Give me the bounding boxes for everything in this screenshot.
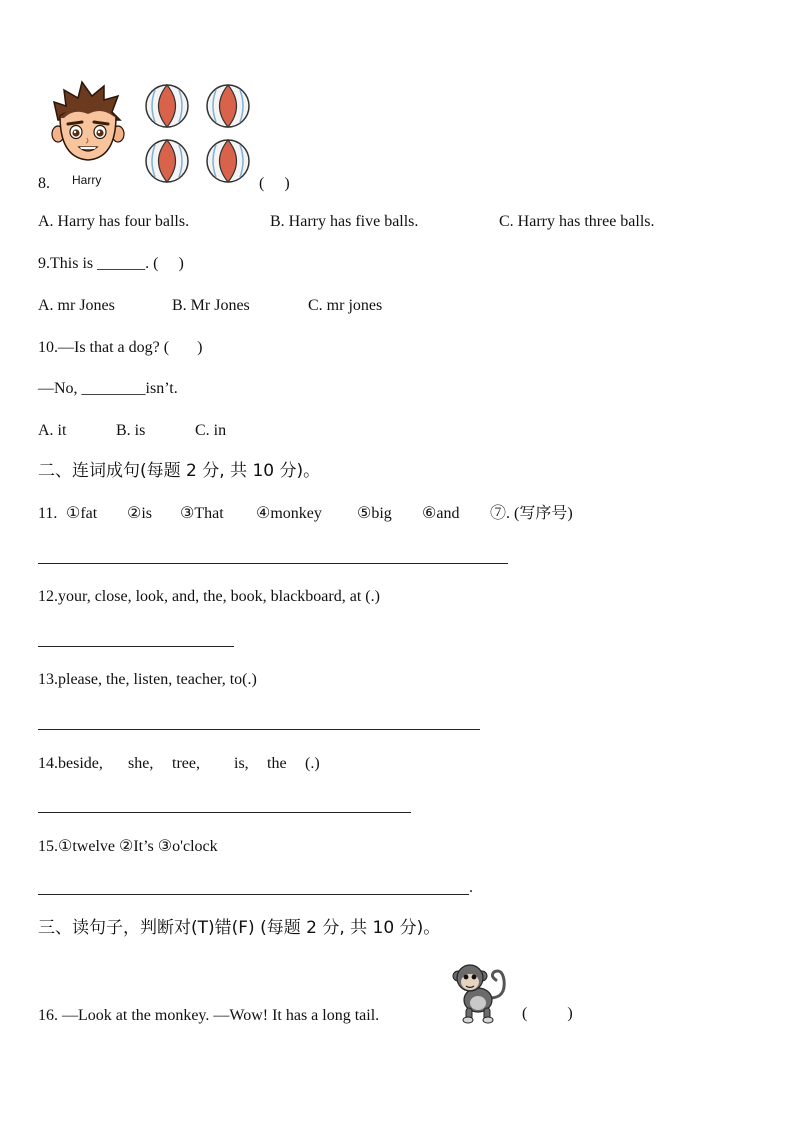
q8-option-a: A. Harry has four balls. — [38, 213, 190, 230]
q13-stem: 13.please, the, listen, teacher, to(.) — [38, 671, 257, 688]
q11-word: ⑦. (写序号) — [490, 505, 573, 522]
section-3-heading: 三、读句子，判断对(T)错(F) (每题 2 分, 共 10 分)。 — [38, 918, 441, 938]
q9-stem: 9.This is ______. ( ) — [38, 255, 184, 272]
q14-word: (.) — [305, 755, 320, 772]
q15-answer-line[interactable] — [38, 894, 469, 895]
q8-option-b: B. Harry has five balls. — [270, 213, 419, 230]
ball-icon — [145, 139, 189, 183]
q12-answer-line[interactable] — [38, 646, 234, 647]
q8-option-c: C. Harry has three balls. — [499, 213, 655, 230]
ball-icon — [206, 84, 250, 128]
q9-option-c: C. mr jones — [308, 297, 383, 314]
q14-answer-line[interactable] — [38, 812, 411, 813]
ball-icon — [145, 84, 189, 128]
q12-stem: 12.your, close, look, and, the, book, blackboard, at (.) — [38, 588, 380, 605]
q11-word: ①fat — [66, 505, 98, 522]
q15-end-mark: . — [469, 879, 473, 896]
q8-number: 8. — [38, 175, 50, 192]
harry-avatar — [50, 80, 126, 170]
section-2-heading: 二、连词成句(每题 2 分, 共 10 分)。 — [38, 461, 321, 481]
q11-word: ④monkey — [256, 505, 322, 522]
q11-number: 11. — [38, 505, 58, 522]
q9-option-a: A. mr Jones — [38, 297, 115, 314]
q16-answer-paren: ( ) — [522, 1005, 573, 1022]
q8-answer-paren: ( ) — [259, 175, 290, 192]
q13-answer-line[interactable] — [38, 729, 480, 730]
ball-icon — [206, 139, 250, 183]
q11-word: ③That — [180, 505, 224, 522]
q9-option-b: B. Mr Jones — [172, 297, 250, 314]
q10-option-a: A. it — [38, 422, 67, 439]
q14-word: the — [267, 755, 287, 772]
q15-stem: 15.①twelve ②It’s ③o'clock — [38, 838, 218, 855]
q14-word: tree, — [172, 755, 200, 772]
q10-response: —No, ________isn’t. — [38, 380, 178, 397]
q11-answer-line[interactable] — [38, 563, 508, 564]
q10-option-c: C. in — [195, 422, 227, 439]
harry-label: Harry — [72, 173, 102, 187]
q14-word: is, — [234, 755, 249, 772]
monkey-icon — [446, 958, 512, 1024]
q11-word: ⑥and — [422, 505, 460, 522]
q11-word: ⑤big — [357, 505, 392, 522]
q10-option-b: B. is — [116, 422, 146, 439]
q14-word: 14.beside, — [38, 755, 103, 772]
q16-stem: 16. —Look at the monkey. —Wow! It has a long tail. — [38, 1007, 380, 1024]
q10-stem: 10.—Is that a dog? ( ) — [38, 339, 203, 356]
q11-word: ②is — [127, 505, 153, 522]
q14-word: she, — [128, 755, 154, 772]
